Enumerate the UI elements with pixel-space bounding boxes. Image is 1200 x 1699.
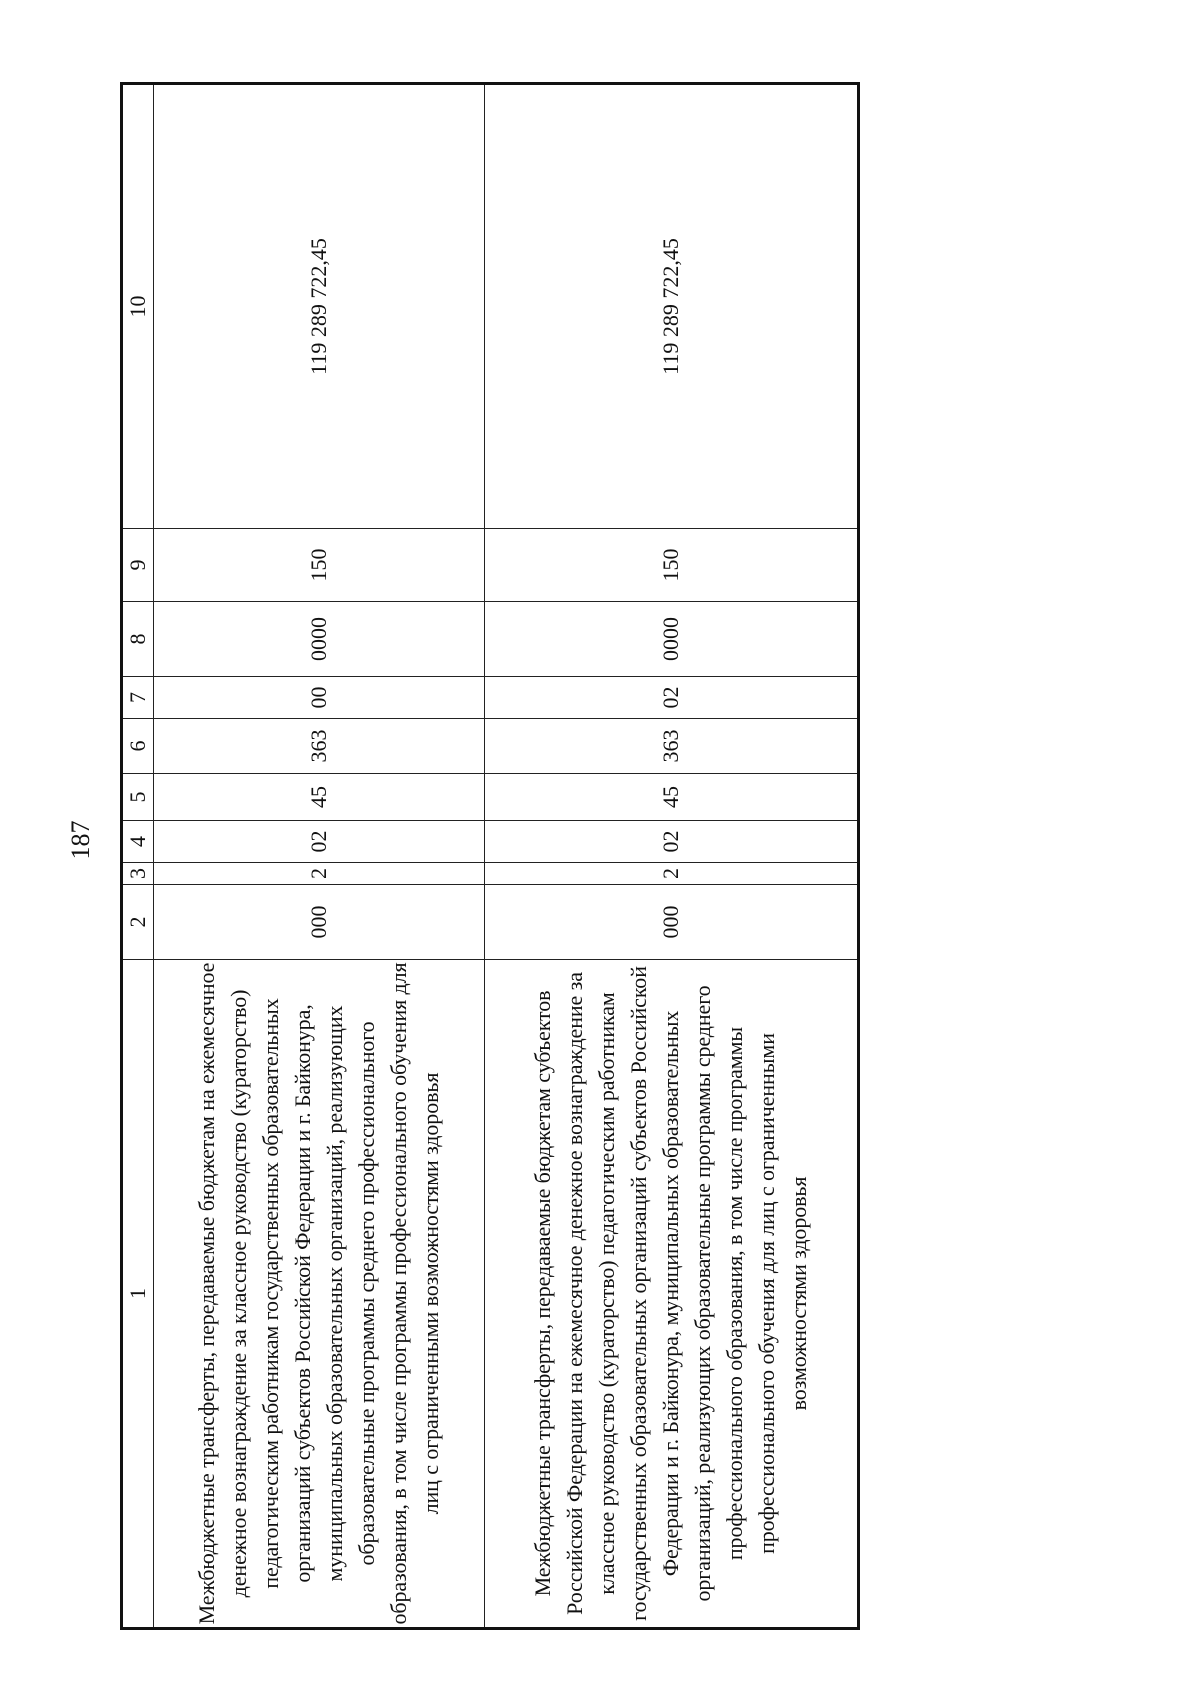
row-description: Межбюджетные трансферты, передаваемые бюджетам на ежемесячное денежное вознаграждение за классное руководство (кураторство) педагогическим работникам государственных образовательных организаций субъектов Российской Федерации и г. Байконура, муниципальных образовательных организаций, реализующих образовательные программы среднего профессионального образования, в том числе программы профессионального обучения для лиц с ограниченными возможностями здоровья — [154, 960, 485, 1629]
row-code-col-5: 45 — [154, 774, 485, 821]
header-col-4: 4 — [122, 821, 154, 863]
header-col-9: 9 — [122, 529, 154, 602]
row-code-col-9: 150 — [485, 529, 859, 602]
row-code-col-9: 150 — [154, 529, 485, 602]
budget-table — [120, 82, 860, 1630]
row-code-col-7: 02 — [485, 677, 859, 719]
table-row — [485, 84, 859, 1629]
header-col-3: 3 — [122, 863, 154, 885]
row-code-col-8: 0000 — [154, 602, 485, 677]
table-header-row — [122, 84, 154, 1629]
header-col-2: 2 — [122, 885, 154, 960]
row-code-col-3: 2 — [154, 863, 485, 885]
table-rotated-container — [120, 85, 860, 1630]
header-col-10: 10 — [122, 84, 154, 529]
row-description: Межбюджетные трансферты, передаваемые бюджетам субъектов Российской Федерации на ежемесячное денежное вознаграждение за классное руководство (кураторство) педагогическим работникам государственных образовательных организаций субъектов Российской Федерации и г. Байконура, муниципальных образовательных организаций, реализующих образовательные программы среднего профессионального образования, в том числе программы профессионального обучения для лиц с ограниченными возможностями здоровья — [485, 960, 859, 1629]
row-code-col-2: 000 — [485, 885, 859, 960]
header-col-1: 1 — [122, 960, 154, 1629]
row-code-col-4: 02 — [154, 821, 485, 863]
row-code-col-3: 2 — [485, 863, 859, 885]
table-rotation-frame — [120, 85, 860, 1630]
row-code-col-2: 000 — [154, 885, 485, 960]
row-code-col-6: 363 — [154, 719, 485, 774]
table-row — [154, 84, 485, 1629]
row-code-col-5: 45 — [485, 774, 859, 821]
header-col-6: 6 — [122, 719, 154, 774]
header-col-8: 8 — [122, 602, 154, 677]
header-col-5: 5 — [122, 774, 154, 821]
row-code-col-8: 0000 — [485, 602, 859, 677]
row-code-col-7: 00 — [154, 677, 485, 719]
row-amount: 119 289 722,45 — [154, 84, 485, 529]
row-code-col-4: 02 — [485, 821, 859, 863]
page-number: 187 — [66, 820, 95, 860]
header-col-7: 7 — [122, 677, 154, 719]
row-code-col-6: 363 — [485, 719, 859, 774]
row-amount: 119 289 722,45 — [485, 84, 859, 529]
